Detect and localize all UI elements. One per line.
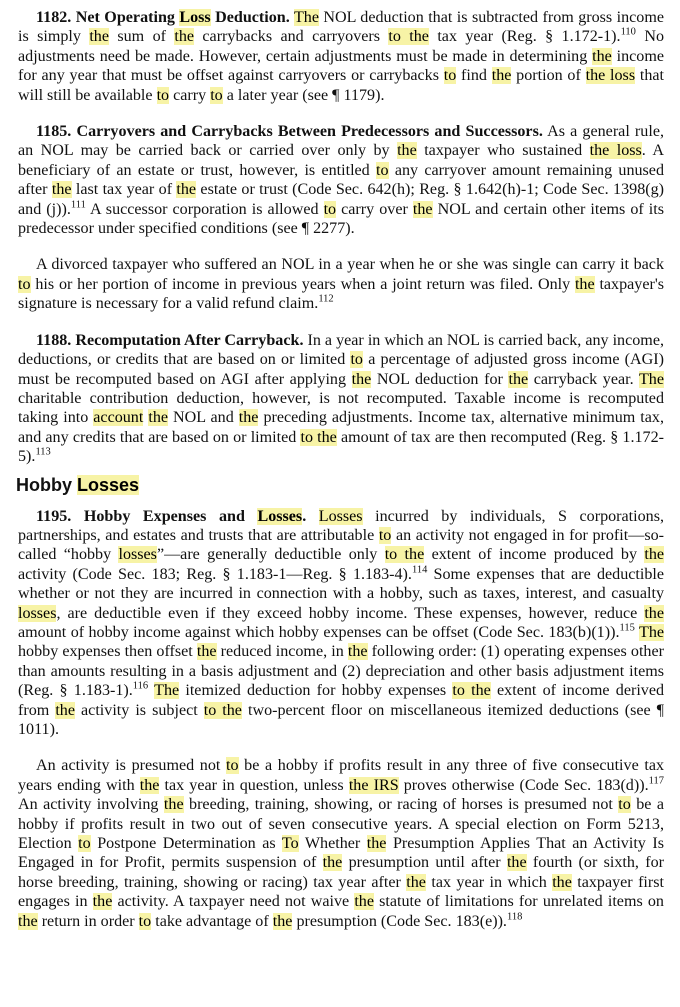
text-run: be a hobby if profits result in any three of five consecutive tax years ending with — [18, 757, 665, 794]
text-run: tax year in question, unless — [159, 776, 349, 794]
highlighted-term: the — [148, 409, 169, 427]
text-run: carryback year. — [528, 370, 639, 388]
text-run: statute of limitations for unrelated items on — [374, 893, 664, 911]
text-run: As a general rule, an NOL may be carried back or carried over only by — [18, 123, 664, 160]
highlighted-term: to the — [388, 28, 429, 46]
highlighted-term: the — [163, 796, 184, 814]
footnote-ref: 116 — [132, 680, 149, 692]
text-run: Some expenses that are deductible whether or not they are incurred in connection with a hobby, such as taxes, interest, and casualty — [18, 565, 665, 603]
text-run: presumption (Code Sec. 183(e)). — [292, 912, 507, 930]
highlighted-term: the loss — [585, 67, 636, 85]
highlighted-term: The — [638, 370, 664, 388]
highlighted-term: The — [154, 682, 180, 700]
highlighted-term: the — [176, 181, 197, 199]
text-run: two-percent floor on miscellaneous itemized deductions (see ¶ 1011). — [18, 701, 664, 738]
text-run: . A beneficiary of an estate or trust, however, is entitled — [18, 142, 665, 179]
text-run: NOL deduction for — [371, 370, 509, 388]
highlighted-term: to — [226, 757, 239, 775]
highlighted-term: Losses — [318, 507, 363, 525]
highlighted-term: the — [51, 181, 72, 199]
footnote-ref: 117 — [648, 775, 664, 787]
text-run: NOL deduction that is subtracted from gross income is simply — [18, 9, 665, 46]
highlighted-term: losses — [118, 546, 157, 564]
highlighted-term: to — [138, 912, 152, 930]
highlighted-term: the — [397, 142, 417, 160]
text-run: carry over — [336, 200, 413, 218]
highlighted-term: the — [238, 409, 259, 427]
text-run: portion of — [511, 67, 586, 85]
highlighted-term: the — [322, 854, 343, 872]
highlighted-term: to — [156, 86, 170, 104]
text-run: Hobby — [16, 474, 77, 495]
text-run: NOL and — [168, 409, 239, 427]
highlighted-term: Losses — [257, 507, 303, 525]
highlighted-term: to — [323, 200, 337, 218]
highlighted-term: Losses — [77, 474, 140, 495]
text-run: presumption until after — [342, 854, 507, 872]
highlighted-term: the loss — [589, 142, 642, 160]
highlighted-term: the — [92, 893, 113, 911]
highlighted-term: the — [506, 854, 527, 872]
footnote-ref: 110 — [620, 27, 636, 39]
paragraph-1185-divorced — [18, 255, 664, 313]
text-run: tax year in which — [425, 873, 553, 891]
highlighted-term: the — [412, 200, 433, 218]
text-run: Deduction. — [210, 9, 290, 26]
text-run: In a year in which an NOL is carried back, any income, deductions, or credits that are based on or limited — [18, 331, 664, 369]
text-run: , are deductible even if they exceed hobby income. These expenses, however, reduce — [56, 604, 645, 622]
text-run: incurred by individuals, S corporations, partnerships, and estates and trusts that are attributable — [18, 507, 664, 544]
text-run: preceding adjustments. Income tax, alternative minimum tax, and any credits that are based on or limited — [18, 409, 664, 446]
text-run: amount of hobby income against which hobby expenses can be offset (Code Sec. 183(b)(1)). — [18, 623, 620, 641]
footnote-ref: 112 — [318, 293, 334, 305]
text-run: sum of — [108, 28, 175, 46]
text-run: a percentage of adjusted gross income (AGI) must be recomputed based on AGI after applying — [18, 351, 664, 388]
text-run: following order: (1) operating expenses other than amounts resulting in a basis adjustment and (2) depreciation and other basis adjustment items (Reg. § 1.183-1). — [18, 643, 664, 700]
highlighted-term: the — [18, 912, 38, 930]
highlighted-term: The — [293, 9, 319, 26]
footnote-ref: 113 — [35, 446, 51, 458]
text-run: extent of income derived from — [18, 682, 665, 719]
highlighted-term: the — [55, 701, 75, 719]
text-run: No adjustments need be made. However, certain adjustments must be made in determining — [18, 28, 664, 65]
highlighted-term: losses — [18, 604, 57, 622]
highlighted-term: the — [196, 643, 217, 661]
text-run: taxpayer first engages in — [18, 873, 664, 911]
highlighted-term: the — [347, 643, 368, 661]
highlighted-term: to — [18, 275, 31, 293]
text-run: breeding, training, showing, or racing of horses is presumed not — [183, 796, 619, 814]
highlighted-term: the — [491, 67, 512, 85]
text-run: his or her portion of income in previous years when a joint return was filed. Only — [30, 275, 575, 293]
footnote-ref: 118 — [506, 911, 523, 923]
text-run: find — [456, 67, 492, 85]
highlighted-term: the — [574, 275, 595, 293]
footnote-ref: 115 — [619, 622, 635, 634]
text-run: last tax year of — [71, 181, 177, 199]
text-run: 1185. Carryovers and Carrybacks Between Predecessors and Successors. — [36, 123, 543, 141]
section-heading-hobby-losses — [16, 473, 664, 497]
paragraph-1185 — [18, 122, 664, 238]
highlighted-term: the — [644, 604, 664, 622]
highlighted-term: to the — [384, 546, 425, 564]
highlighted-term: the — [272, 912, 293, 930]
highlighted-term: to — [78, 835, 91, 853]
text-run: hobby expenses then offset — [18, 643, 197, 661]
text-run: . — [302, 507, 307, 525]
highlighted-term: the — [508, 370, 529, 388]
text-run: 1195. Hobby Expenses and — [36, 507, 258, 525]
text-run: a later year (see ¶ 1179). — [222, 86, 385, 104]
text-run: Whether — [298, 835, 367, 853]
highlighted-term: The — [638, 623, 665, 641]
text-run: taxpayer's signature is necessary for a valid refund claim. — [18, 275, 665, 313]
highlighted-term: the — [89, 28, 109, 46]
highlighted-term: account — [93, 409, 144, 427]
text-run: A successor corporation is allowed — [85, 200, 324, 218]
highlighted-term: the — [139, 776, 160, 794]
text-run: take advantage of — [151, 912, 273, 930]
text-run: any carryover amount remaining unused after — [18, 161, 664, 199]
text-run: reduced income, in — [216, 643, 348, 661]
highlighted-term: the — [592, 47, 612, 65]
highlighted-term: to the — [452, 682, 491, 700]
text-run: activity. A taxpayer need not waive — [112, 893, 355, 911]
highlighted-term: the — [354, 893, 374, 911]
text-run: that will still be available — [18, 67, 664, 104]
text-run: income for any year that must be offset against carryovers or carrybacks — [18, 47, 664, 85]
highlighted-term: to — [210, 86, 223, 104]
highlighted-term: the IRS — [348, 776, 399, 794]
text-run: taxpayer who sustained — [416, 142, 590, 160]
text-run: return in order — [37, 912, 139, 930]
highlighted-term: to — [376, 161, 389, 179]
text-run: itemized deduction for hobby expenses — [179, 682, 453, 700]
text-run: extent of income produced by — [424, 546, 645, 564]
text-run: Presumption Applies That an Activity Is Engaged in for Profit, permits suspension of — [18, 835, 664, 872]
paragraph-1195-presumption — [18, 756, 664, 931]
highlighted-term: the — [366, 835, 387, 853]
text-run: carry — [169, 86, 211, 104]
text-run: an activity not engaged in for profit—so-called “hobby — [18, 526, 664, 564]
highlighted-term: to — [378, 526, 392, 544]
text-run: Postpone Determination as — [90, 835, 282, 853]
highlighted-term: the — [552, 873, 572, 891]
highlighted-term: to the — [300, 428, 337, 446]
highlighted-term: to — [618, 796, 631, 814]
highlighted-term: To — [281, 835, 299, 853]
text-run: amount of tax are then recomputed (Reg. § 1.172-5). — [18, 428, 664, 466]
text-run: activity is subject — [75, 701, 204, 719]
highlighted-term: the — [644, 546, 665, 564]
text-run: An activity involving — [18, 796, 164, 814]
text-run: charitable contribution deduction, however, is not recomputed. Taxable income is recomputed taking into — [18, 389, 664, 427]
text-run: NOL and certain other items of its predecessor under specified conditions (see ¶ 2277). — [18, 200, 664, 238]
text-run: tax year (Reg. § 1.172-1). — [428, 28, 621, 46]
highlighted-term: the — [174, 28, 195, 46]
text-run: 1188. Recomputation After Carryback. — [36, 331, 304, 349]
footnote-ref: 114 — [411, 564, 428, 576]
highlighted-term: the — [351, 370, 372, 388]
highlighted-term: to — [443, 67, 457, 85]
text-run: estate or trust (Code Sec. 642(h); Reg. § 1.642(h)-1; Code Sec. 1398(g) and (j)). — [18, 181, 665, 218]
paragraph-1195 — [18, 507, 664, 740]
paragraph-1182 — [18, 8, 664, 105]
highlighted-term: to the — [203, 701, 242, 719]
text-run: proves otherwise (Code Sec. 183(d)). — [398, 776, 649, 794]
text-run: An activity is presumed not — [36, 757, 227, 775]
highlighted-term: the — [406, 873, 426, 891]
text-run: activity (Code Sec. 183; Reg. § 1.183-1—Reg. § 1.183-4). — [18, 565, 412, 583]
text-run: A divorced taxpayer who suffered an NOL in a year when he or she was single can carry it back — [36, 256, 664, 274]
footnote-ref: 111 — [70, 199, 86, 211]
highlighted-term: to — [350, 351, 363, 369]
text-run: fourth (or sixth, for horse breeding, training, showing or racing) tax year after — [18, 854, 664, 891]
text-run: 1182. Net Operating — [36, 9, 180, 26]
text-run: be a hobby if profits result in two out of seven consecutive years. A special election on Form 5213, Election — [18, 796, 664, 853]
text-run — [306, 508, 319, 525]
paragraph-1188 — [18, 331, 664, 467]
highlighted-term: Loss — [179, 9, 211, 26]
text-run: ”—are generally deductible only — [156, 546, 385, 564]
text-run: carrybacks and carryovers — [194, 28, 389, 46]
